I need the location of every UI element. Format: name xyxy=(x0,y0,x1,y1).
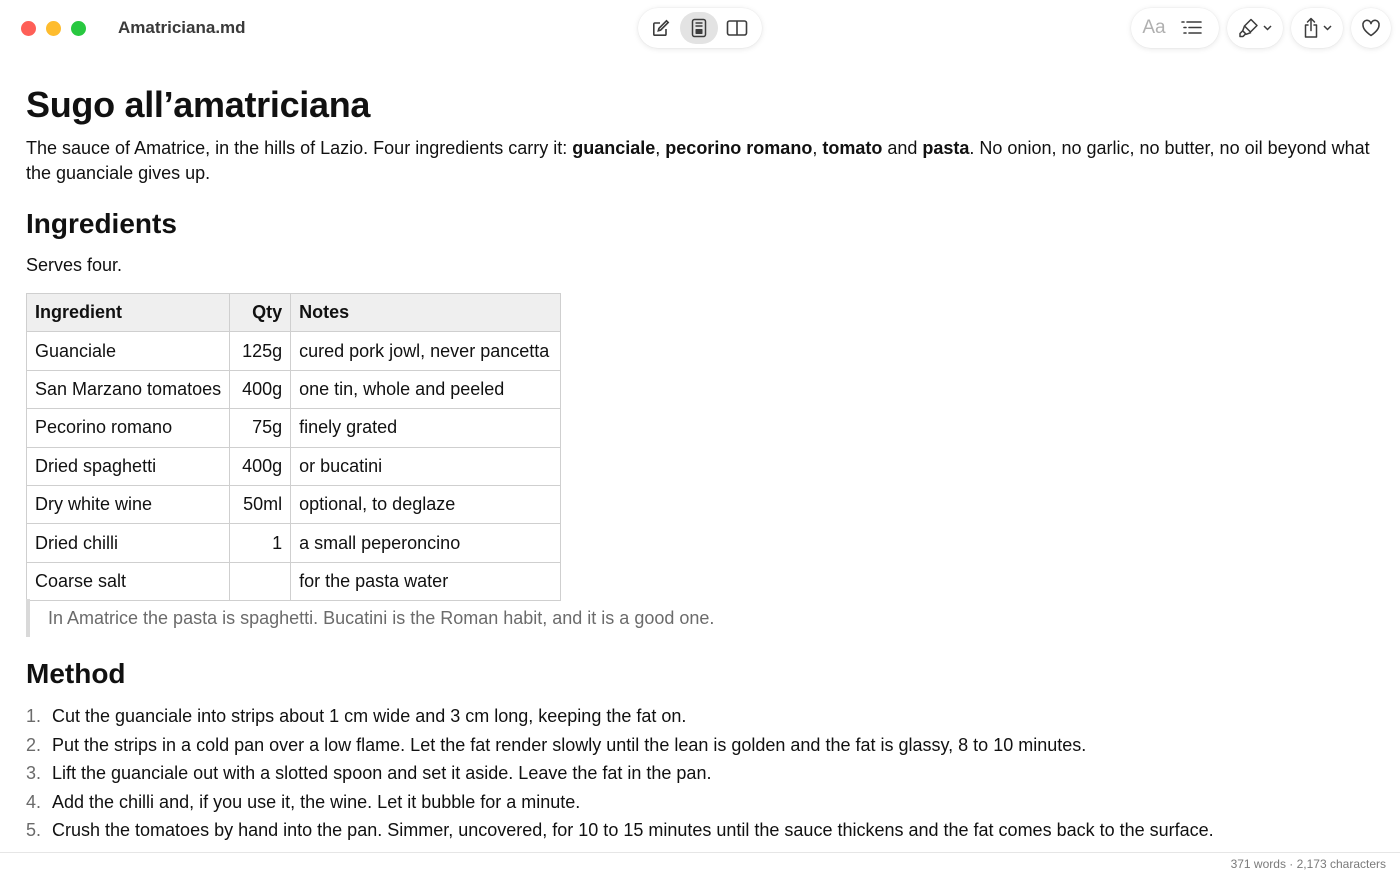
edit-mode-button[interactable] xyxy=(642,12,680,44)
heart-icon xyxy=(1361,19,1381,37)
list-number: 1. xyxy=(26,706,42,726)
list-item xyxy=(26,788,1214,817)
table-header-row xyxy=(27,294,561,332)
font-button[interactable] xyxy=(1135,12,1173,44)
font-label: Aa xyxy=(1142,17,1166,38)
ingredients-table xyxy=(26,293,561,601)
ingredient-cell: Guanciale xyxy=(27,332,230,370)
ingredient-cell: Dried spaghetti xyxy=(27,447,230,485)
table-row xyxy=(27,524,561,562)
blockquote-text: In Amatrice the pasta is spaghetti. Bucatini is the Roman habit, and it is a good one. xyxy=(48,608,715,628)
qty-cell: 125g xyxy=(230,332,291,370)
close-window-button[interactable] xyxy=(21,21,36,36)
list-text: Cut the guanciale into strips about 1 cm wide and 3 cm long, keeping the fat on. xyxy=(52,706,687,726)
status-bar xyxy=(0,852,1400,875)
favorite-button[interactable] xyxy=(1351,12,1391,44)
outline-button[interactable] xyxy=(1173,12,1211,44)
list-text: Crush the tomatoes by hand into the pan. Simmer, uncovered, for 10 to 15 minutes until the sauce thickens and the fat comes back to the surface. xyxy=(52,820,1214,841)
notes-cell: cured pork jowl, never pancetta xyxy=(291,332,561,370)
column-header-qty: Qty xyxy=(230,294,291,332)
list-number: 5. xyxy=(26,820,42,841)
ingredients-heading: Ingredients xyxy=(26,208,177,239)
column-header-ingredient: Ingredient xyxy=(27,294,230,332)
list-number: 4. xyxy=(26,791,42,812)
list-item xyxy=(26,702,1214,731)
share-group xyxy=(1291,8,1343,48)
favorite-group xyxy=(1351,8,1391,48)
list-text: Put the strips in a cold pan over a low flame. Let the fat render slowly until the lean is golden and the fat is glassy, 8 to 10 minutes. xyxy=(52,734,1087,755)
ingredient-cell: San Marzano tomatoes xyxy=(27,370,230,408)
intro-text: The sauce of Amatrice, in the hills of Lazio. Four ingredients carry it: xyxy=(26,138,573,158)
document-title: Amatriciana.md xyxy=(118,18,246,37)
minimize-window-button[interactable] xyxy=(46,21,61,36)
table-row xyxy=(27,332,561,370)
intro-text-end: . No onion, no garlic, no butter, no oil beyond what the guanciale gives up. xyxy=(26,138,1370,183)
qty-cell: 400g xyxy=(230,370,291,408)
intro-separator: , xyxy=(812,138,823,158)
view-mode-group xyxy=(638,8,762,48)
intro-separator: , xyxy=(655,138,666,158)
intro-bold-guanciale: guanciale xyxy=(572,138,656,158)
share-button[interactable] xyxy=(1295,12,1339,44)
highlighter-icon xyxy=(1238,17,1260,39)
chevron-down-icon xyxy=(1323,25,1332,31)
list-number: 3. xyxy=(26,763,42,784)
highlight-group xyxy=(1227,8,1283,48)
outline-list-icon xyxy=(1180,19,1204,37)
intro-bold-pasta: pasta xyxy=(922,138,970,158)
list-text: Add the chilli and, if you use it, the wine. Let it bubble for a minute. xyxy=(52,791,581,812)
ingredient-cell: Coarse salt xyxy=(27,562,230,600)
share-icon xyxy=(1302,17,1320,39)
highlight-button[interactable] xyxy=(1231,12,1279,44)
qty-cell: 50ml xyxy=(230,485,291,523)
list-number: 2. xyxy=(26,734,42,755)
notes-cell: for the pasta water xyxy=(291,562,561,600)
page-title: Sugo all’amatriciana xyxy=(26,84,371,125)
column-header-notes: Notes xyxy=(291,294,561,332)
titlebar xyxy=(0,0,1400,58)
format-group xyxy=(1131,8,1219,48)
intro-bold-tomato: tomato xyxy=(822,138,883,158)
list-text: Lift the guanciale out with a slotted spoon and set it aside. Leave the fat in the pan. xyxy=(52,763,712,784)
table-row xyxy=(27,370,561,408)
table-row xyxy=(27,485,561,523)
split-view-button[interactable] xyxy=(718,12,756,44)
chevron-down-icon xyxy=(1263,25,1272,31)
notes-cell: optional, to deglaze xyxy=(291,485,561,523)
notes-cell: one tin, whole and peeled xyxy=(291,370,561,408)
table-row xyxy=(27,562,561,600)
zoom-window-button[interactable] xyxy=(71,21,86,36)
notes-cell: or bucatini xyxy=(291,447,561,485)
word-count: 371 words · 2,173 characters xyxy=(1230,857,1386,871)
qty-cell: 400g xyxy=(230,447,291,485)
blockquote xyxy=(26,599,926,637)
preview-mode-button[interactable] xyxy=(680,12,718,44)
notes-cell: finely grated xyxy=(291,409,561,447)
intro-bold-pecorino: pecorino romano xyxy=(665,138,813,158)
table-row xyxy=(27,447,561,485)
qty-cell xyxy=(230,562,291,600)
split-view-icon xyxy=(726,19,748,37)
intro-separator: and xyxy=(882,138,923,158)
list-item xyxy=(26,816,1214,845)
method-heading: Method xyxy=(26,658,126,689)
preview-icon xyxy=(690,18,708,38)
ingredient-cell: Dry white wine xyxy=(27,485,230,523)
notes-cell: a small peperoncino xyxy=(291,524,561,562)
document-content xyxy=(26,58,1386,852)
qty-cell: 1 xyxy=(230,524,291,562)
ingredient-cell: Pecorino romano xyxy=(27,409,230,447)
ingredient-cell: Dried chilli xyxy=(27,524,230,562)
serves-text: Serves four. xyxy=(26,255,123,275)
list-item xyxy=(26,759,1214,788)
list-item xyxy=(26,731,1214,760)
intro-paragraph xyxy=(26,136,1378,186)
qty-cell: 75g xyxy=(230,409,291,447)
compose-icon xyxy=(651,18,671,38)
method-list xyxy=(26,702,1214,845)
table-row xyxy=(27,409,561,447)
